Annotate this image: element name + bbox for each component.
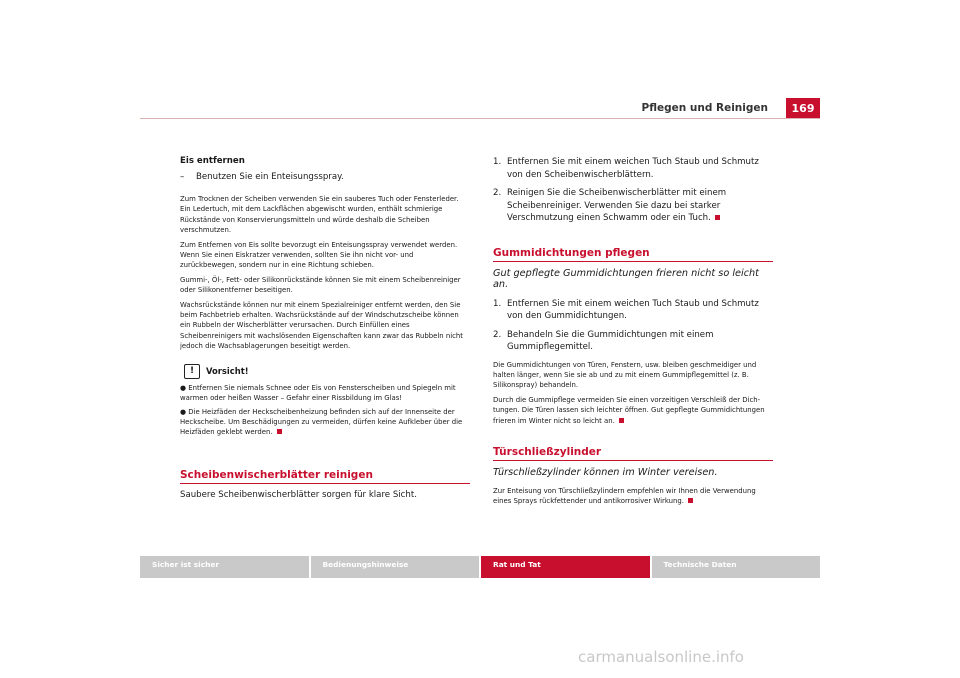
warning-bullet-text: Die Heizfäden der Heckscheibenheizung befinden sich auf der Innenseite der Heckscheibe. Um Beschädigungen zu vermeiden, dürfen keine Aufkleber über die Heizfäden geklebt werden. <box>180 407 463 437</box>
footer-nav <box>140 556 820 578</box>
section-heading-tuerschliesszylinder: Türschließzylinder <box>493 446 773 461</box>
section-end-icon <box>688 498 693 503</box>
list-number: 2. <box>493 188 502 198</box>
list-item-text: Behandeln Sie die Gummidichtungen mit einem Gummipflegemittel. <box>507 329 714 352</box>
list-item <box>493 298 773 323</box>
footer-tab-sicher-ist-sicher[interactable]: Sicher ist sicher <box>140 556 309 578</box>
left-column <box>180 156 470 500</box>
right-column <box>493 156 773 511</box>
list-number: 1. <box>493 298 502 309</box>
warning-bullet-text: Entfernen Sie niemals Schnee oder Eis von Fensterscheiben und Spiegeln mit warmen oder heißen Wasser – Gefahr einer Rissbildung im Glas! <box>180 383 456 403</box>
list-item <box>493 156 773 181</box>
eis-entfernen-heading: Eis entfernen <box>180 156 245 166</box>
paragraph-text: Zur Enteisung von Türschließzylindern empfehlen wir Ihnen die Verwendung eines Sprays rückfettender und antikorrosiver Wirkung. <box>493 486 756 506</box>
paragraph-text: Durch die Gummipflege vermeiden Sie einen vorzeitigen Verschleiß der Dichtungen. Die Türen lassen sich leichter öffnen. Gut gepflegte Gummidichtungen frieren im Winter nicht so leicht an. <box>493 395 765 425</box>
dash-marker: – <box>180 172 185 182</box>
paragraph <box>493 486 773 507</box>
warning-title: Vorsicht! <box>206 366 249 377</box>
bullet-icon: ● <box>180 383 187 392</box>
gummidichtungen-subtitle: Gut gepflegte Gummidichtungen frieren nicht so leicht an. <box>493 267 759 290</box>
paragraph: Zum Trocknen der Scheiben verwenden Sie ein sauberes Tuch oder Fensterleder. Ein Ledertuch, mit dem Lackflächen abgewischt wurden, enthält schmierige Rückstände von Konservierungsmitteln und würde deshalb die Scheiben verschmutzen. <box>180 195 459 235</box>
section-end-icon <box>619 418 624 423</box>
tuerschliesszylinder-subtitle: Türschließzylinder können im Winter vereisen. <box>493 466 718 478</box>
list-item-text-content: Reinigen Sie die Scheibenwischerblätter mit einem Scheibenreiniger. Verwenden Sie dazu bei starker Verschmutzung einen Schwamm oder ein Tuch. <box>507 188 727 223</box>
list-item <box>493 329 773 354</box>
warning-bullet <box>180 383 470 404</box>
footer-tab-technische-daten[interactable]: Technische Daten <box>652 556 821 578</box>
footer-tab-bedienungshinweise[interactable]: Bedienungshinweise <box>311 556 480 578</box>
scheibenwischer-intro: Saubere Scheibenwischerblätter sorgen für klare Sicht. <box>180 489 417 500</box>
paragraph: Gummi-, Öl-, Fett- oder Silikonrückstände können Sie mit einem Scheibenreiniger oder Silikonentferner beseitigen. <box>180 275 461 295</box>
page-number: 169 <box>786 98 820 118</box>
list-item-text: Entfernen Sie mit einem weichen Tuch Staub und Schmutz von den Scheibenwischerblättern. <box>507 157 759 180</box>
list-number: 1. <box>493 157 502 167</box>
section-end-icon <box>277 429 282 434</box>
watermark: carmanualsonline.info <box>578 648 744 666</box>
section-heading-gummidichtungen: Gummidichtungen pflegen <box>493 247 773 262</box>
bullet-icon: ● <box>180 407 187 416</box>
section-end-icon <box>715 215 720 220</box>
paragraph <box>493 395 773 426</box>
footer-tab-rat-und-tat[interactable]: Rat und Tat <box>481 556 650 578</box>
paragraph: Die Gummidichtungen von Türen, Fenstern, usw. bleiben geschmeidiger und halten länger, wenn Sie sie ab und zu mit einem Gummipflegemittel (z. B. Silikonspray) behandeln. <box>493 360 757 390</box>
header-divider <box>140 118 820 119</box>
list-item-text: Entfernen Sie mit einem weichen Tuch Staub und Schmutz von den Gummidichtungen. <box>507 298 759 321</box>
warning-bullet <box>180 407 470 438</box>
section-heading-scheibenwischer: Scheibenwischerblätter reinigen <box>180 469 470 484</box>
paragraph: Zum Entfernen von Eis sollte bevorzugt ein Enteisungsspray verwendet werden. Wenn Sie einen Eiskratzer verwenden, sollten Sie ihn nicht vor- und zurückbewegen, sondern nur in eine Richtung schieben. <box>180 240 458 270</box>
paragraph: Wachsrückstände können nur mit einem Spezialreiniger entfernt werden, den Sie beim Fachbetrieb erhalten. Wachsrückstände auf der Windschutzscheibe können ein Rubbeln der Wischerblätter verursachen. Durch Einfüllen eines Scheibenreinigers mit wachslösenden Eigenschaften kann zwar das Rubbeln nicht jedoch die Wachsablagerungen beseitigt werden. <box>180 300 463 351</box>
eis-step-text: Benutzen Sie ein Enteisungsspray. <box>196 172 344 182</box>
list-number: 2. <box>493 329 502 340</box>
list-item-text <box>507 187 773 225</box>
page-header-title: Pflegen und Reinigen <box>641 102 768 114</box>
eis-step <box>180 172 470 182</box>
list-item <box>493 187 773 225</box>
warning-icon: ! <box>184 364 200 379</box>
warning-header <box>180 364 470 379</box>
